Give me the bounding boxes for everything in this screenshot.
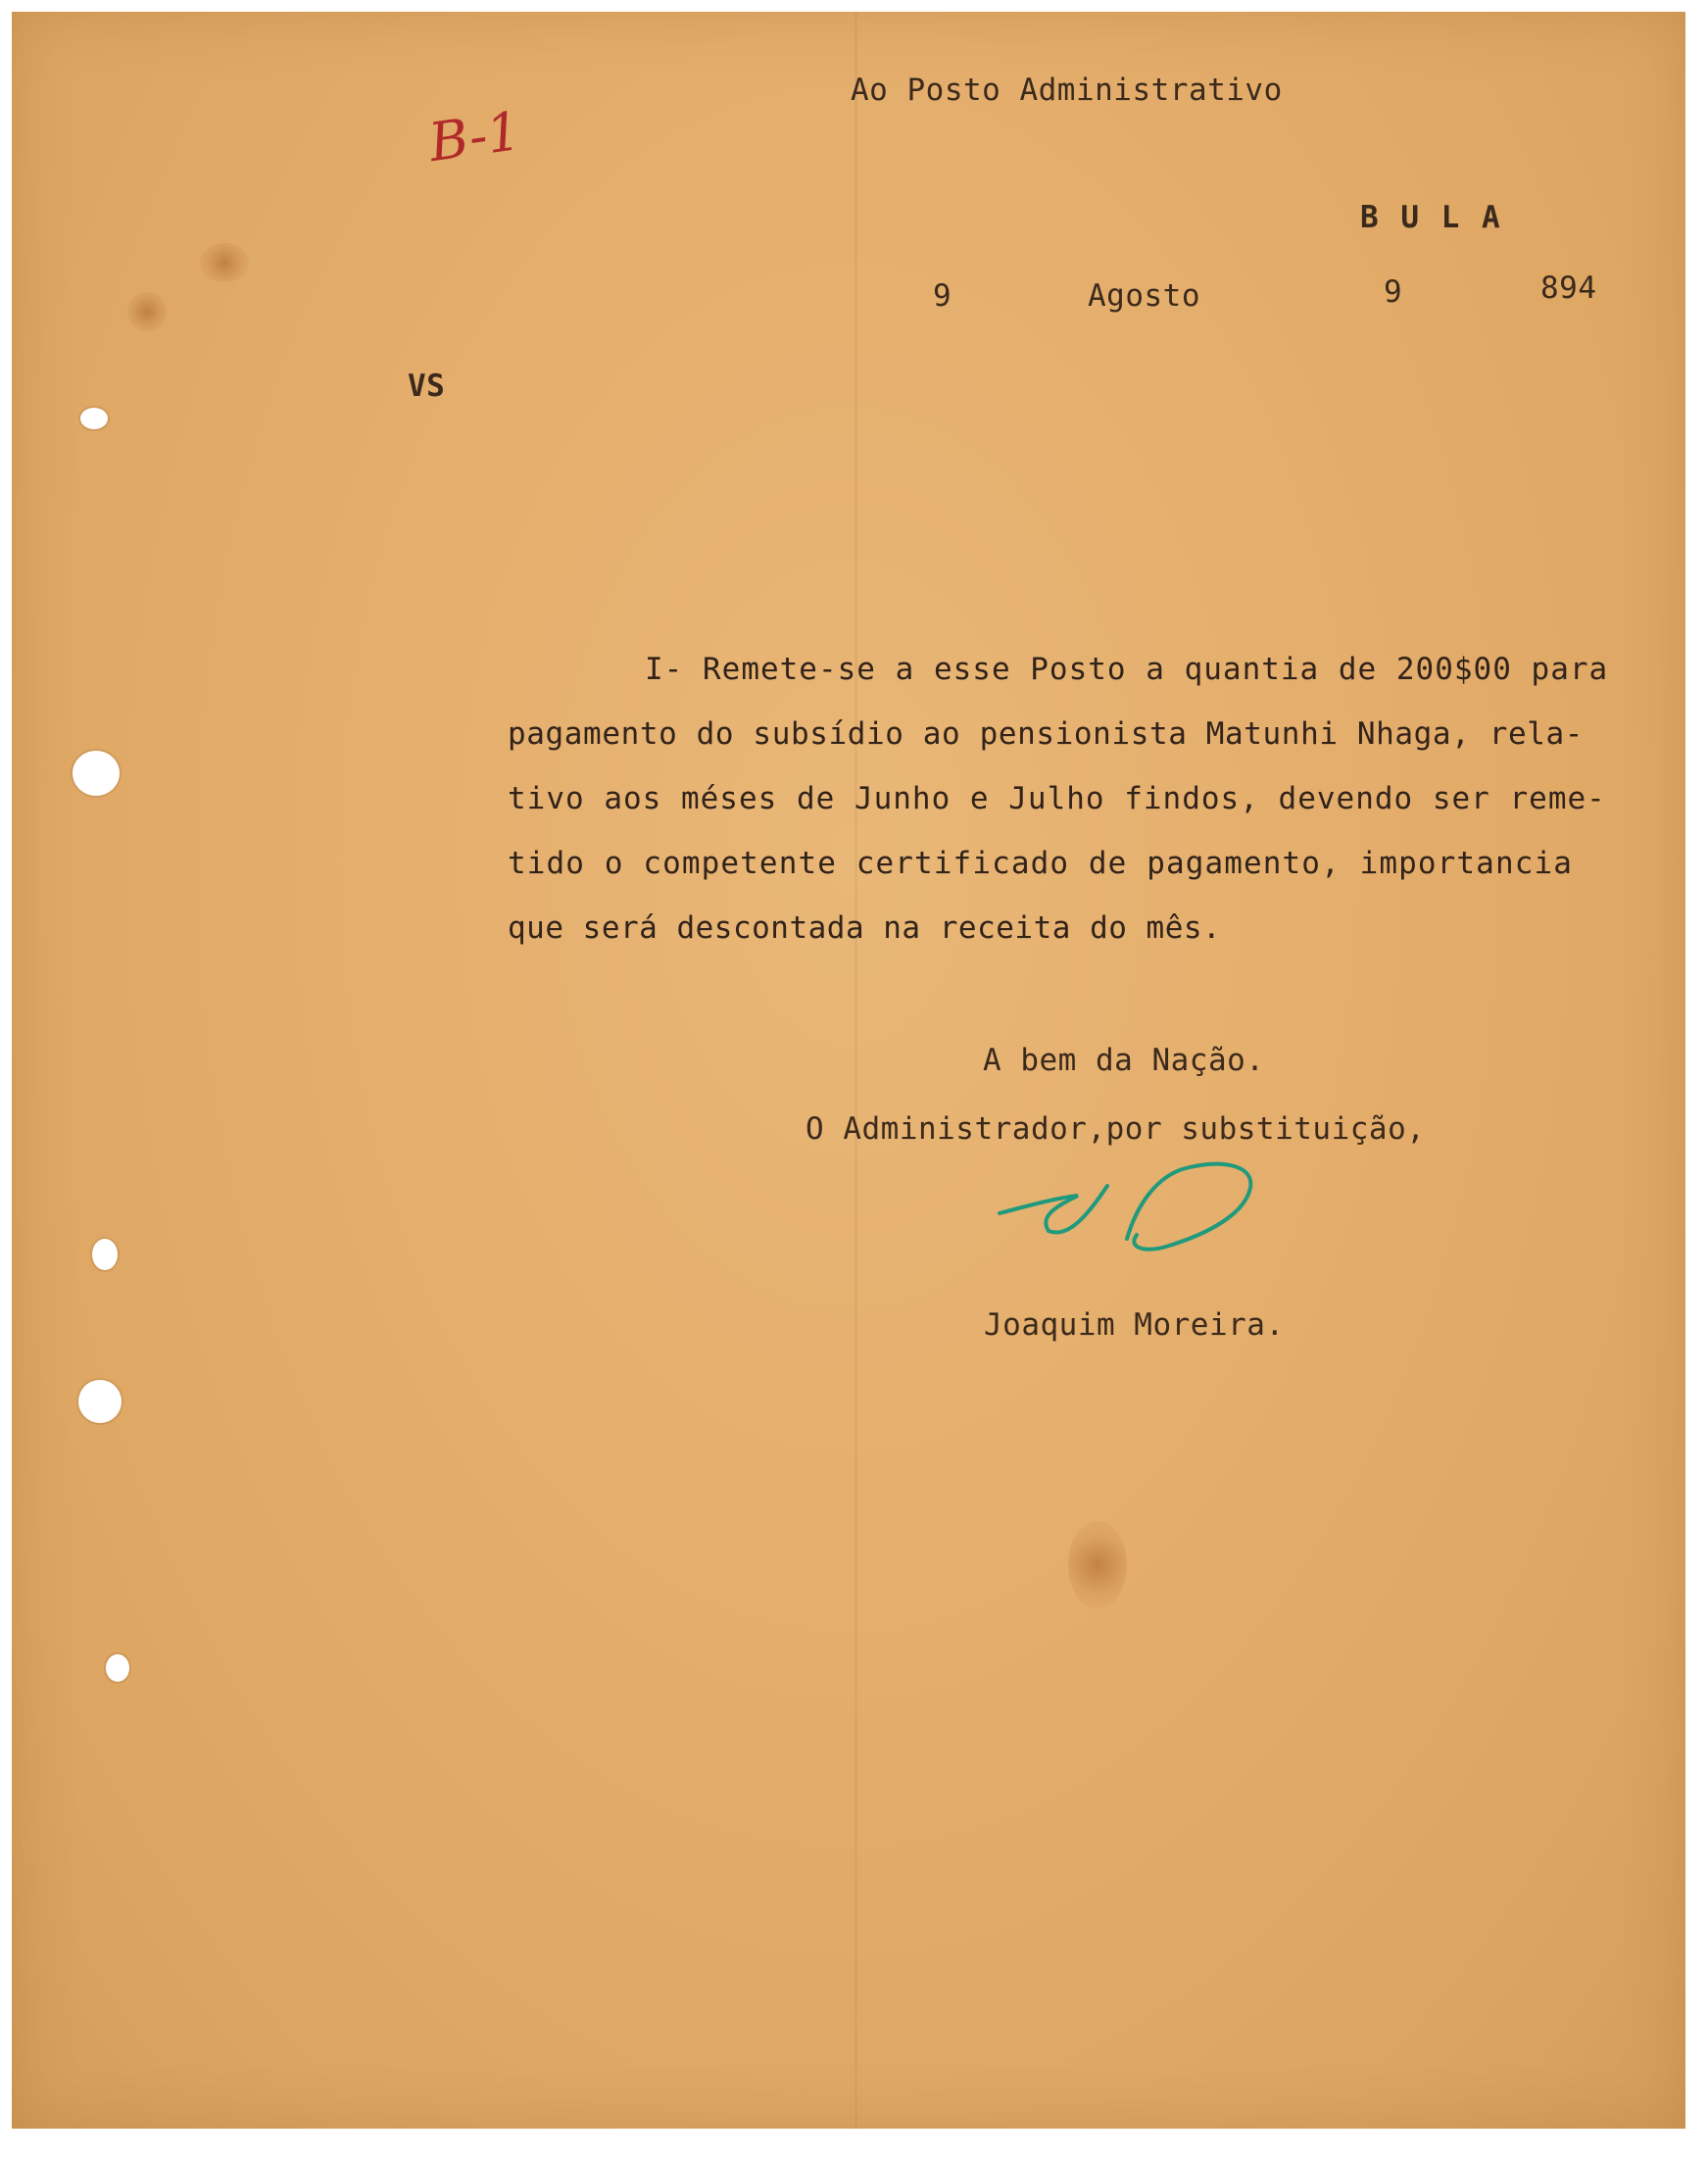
body-line-3: tivo aos méses de Junho e Julho findos, devendo ser reme-	[508, 781, 1606, 816]
rust-stain-3	[127, 292, 167, 331]
punch-hole-5	[106, 1654, 129, 1682]
paper-fold	[854, 12, 857, 2129]
place-name: B U L A	[1360, 200, 1502, 235]
body-line-4: tido o competente certificado de pagamento, importancia	[508, 846, 1573, 881]
signature-stroke-1	[1000, 1186, 1107, 1233]
handwritten-signature	[990, 1137, 1284, 1274]
signature-stroke-2	[1127, 1164, 1250, 1250]
date-year-suffix: 894	[1540, 270, 1597, 306]
rust-stain-1	[1068, 1521, 1127, 1609]
recipient-line: Ao Posto Administrativo	[851, 73, 1283, 108]
punch-hole-1	[80, 408, 108, 429]
punch-hole-4	[78, 1380, 122, 1423]
date-day: 9	[933, 278, 952, 314]
date-year-prefix: 9	[1384, 274, 1403, 310]
body-line-1: I- Remete-se a esse Posto a quantia de 200$00 para	[645, 652, 1609, 687]
body-line-5: que será descontada na receita do mês.	[508, 910, 1222, 946]
closing-line: A bem da Nação.	[983, 1043, 1265, 1078]
punch-hole-3	[92, 1239, 118, 1270]
letter-body	[508, 637, 1625, 960]
date-month: Agosto	[1088, 278, 1200, 314]
reference-initials: VS	[408, 368, 446, 404]
signatory-title: O Administrador,por substituição,	[805, 1111, 1426, 1147]
body-line-2: pagamento do subsídio ao pensionista Matunhi Nhaga, rela-	[508, 716, 1585, 752]
rust-stain-2	[200, 243, 249, 282]
handwritten-reference: B-1	[425, 99, 525, 174]
punch-hole-2	[73, 751, 120, 796]
signatory-name: Joaquim Moreira.	[984, 1307, 1285, 1343]
paper-sheet	[12, 12, 1685, 2129]
